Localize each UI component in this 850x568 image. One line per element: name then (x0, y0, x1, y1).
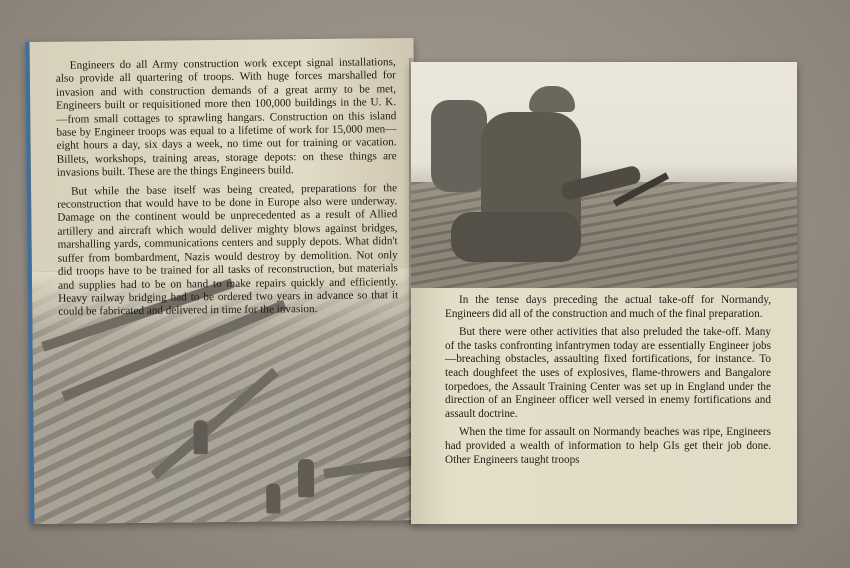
paragraph: When the time for assault on Normandy beaches was ripe, Engineers had provided a wealth of information to help GIs get their job done. Other Engineers taught troops (445, 426, 771, 466)
paragraph: But there were other activities that also preluded the take-off. Many of the tasks confronting infantrymen today are essentially Engineer jobs—breaching obstacles, assaulting fixed fortifications, for instance. To teach doughfeet the uses of explosives, flame-throwers and Bangalore torpedoes, the Assault Training Center was set up in England under the direction of an Engineer officer well versed in enemy fortifications and assault doctrine. (445, 326, 771, 420)
helmet (529, 86, 575, 112)
paragraph: In the tense days preceding the actual take-off for Normandy, Engineers did all of the construction and much of the final preparation. (445, 294, 771, 320)
left-page-text (56, 56, 399, 324)
paragraph: Engineers do all Army construction work except signal installations, also provide all quartering of troops. With huge forces marshalled for invasion and with construction demands of a great army to be met, Engineers built or requisitioned more then 100,000 buildings in the U. K. —from small cottages to sprawling hangars. Construction on this island base by Engineer troops was equal to a lifetime of work for 15,000 men—eight hours a day, six days a week, no time out for training or vacation. Billets, workshops, training areas, storage depots: on these things are invasions built. These are the things Engineers build. (55, 56, 397, 179)
fuel-tanks (431, 100, 487, 192)
bridge-beam (151, 368, 279, 480)
worker-figure (266, 483, 280, 513)
right-page-text (445, 294, 771, 472)
paragraph: But while the base itself was being created, preparations for the reconstruction that would have to be done in Europe also were underway. Damage on the continent would be unprecedented as a result of Allied artillery and aircraft which would deliver mighty blows against bridges, marshalling yards, communications centers and supply depots. What didn't suffer from bombardment, Nazis would destroy by demolition. Not only did troops have to be trained for all tasks of reconstruction, but materials and supplies had to be on hand to make repairs quickly and efficiently. Heavy railway bridging had to be ordered two years in advance so that it could be fabricated and delivered in time for the invasion. (57, 181, 399, 319)
left-page (25, 38, 418, 524)
worker-figure (193, 420, 207, 454)
worker-figure (298, 459, 314, 497)
legs (451, 212, 581, 262)
right-page (411, 62, 797, 524)
open-booklet (28, 40, 798, 526)
bridge-beam (323, 456, 413, 479)
flamethrower-soldier-photo (411, 62, 797, 288)
